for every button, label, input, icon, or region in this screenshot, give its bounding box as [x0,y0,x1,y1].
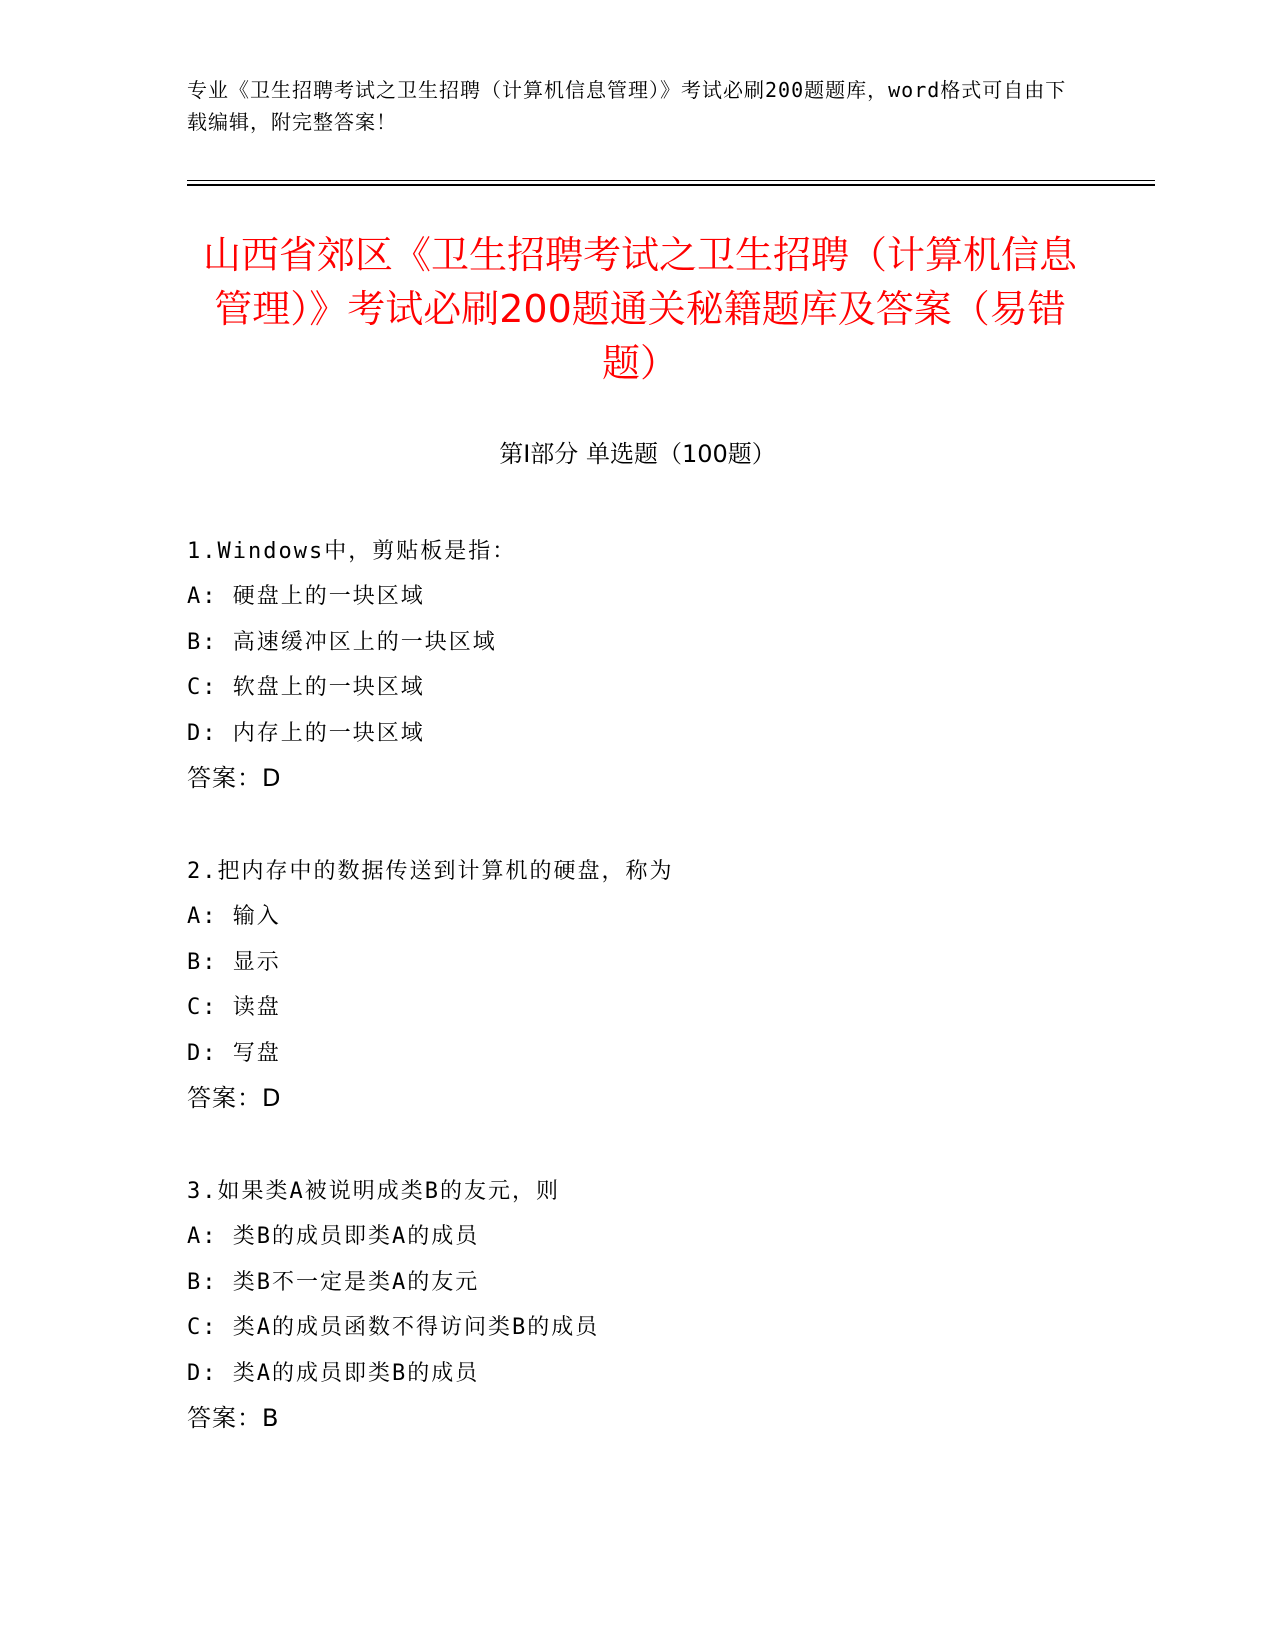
option-c: C: 读盘 [187,995,281,1020]
header-note: 专业《卫生招聘考试之卫生招聘（计算机信息管理）》考试必刷200题题库，word格式可自由下载编辑，附完整答案！ [187,78,1067,134]
question-stem: 2.把内存中的数据传送到计算机的硬盘，称为 [187,859,674,884]
question-stem: 1.Windows中，剪贴板是指： [187,539,517,564]
option-d: D: 内存上的一块区域 [187,720,425,746]
answer: 答案：B [187,1404,280,1432]
header-rule-thick [187,184,1155,186]
option-c: C: 类A的成员函数不得访问类B的成员 [187,1315,600,1340]
question-2 [187,849,1147,1169]
question-list [187,529,1147,1489]
question-stem: 3.如果类A被说明成类B的友元，则 [187,1179,560,1204]
option-a: A: 输入 [187,904,281,929]
option-c: C: 软盘上的一块区域 [187,675,425,700]
option-d: D: 写盘 [187,1040,281,1066]
answer: 答案：D [187,764,282,792]
option-a: A: 硬盘上的一块区域 [187,584,425,609]
option-b: B: 高速缓冲区上的一块区域 [187,629,497,655]
answer: 答案：D [187,1084,282,1112]
question-3 [187,1169,1147,1489]
header-rule-thin [187,180,1155,181]
option-a: A: 类B的成员即类A的成员 [187,1224,480,1249]
document-title: 山西省郊区《卫生招聘考试之卫生招聘（计算机信息管理）》考试必刷200题通关秘籍题库及答案（易错题） [202,233,1077,385]
section-title: 第Ⅰ部分 单选题（100题） [499,440,776,468]
question-1 [187,529,1147,849]
option-d: D: 类A的成员即类B的成员 [187,1360,480,1386]
option-b: B: 显示 [187,949,281,975]
option-b: B: 类B不一定是类A的友元 [187,1269,480,1295]
